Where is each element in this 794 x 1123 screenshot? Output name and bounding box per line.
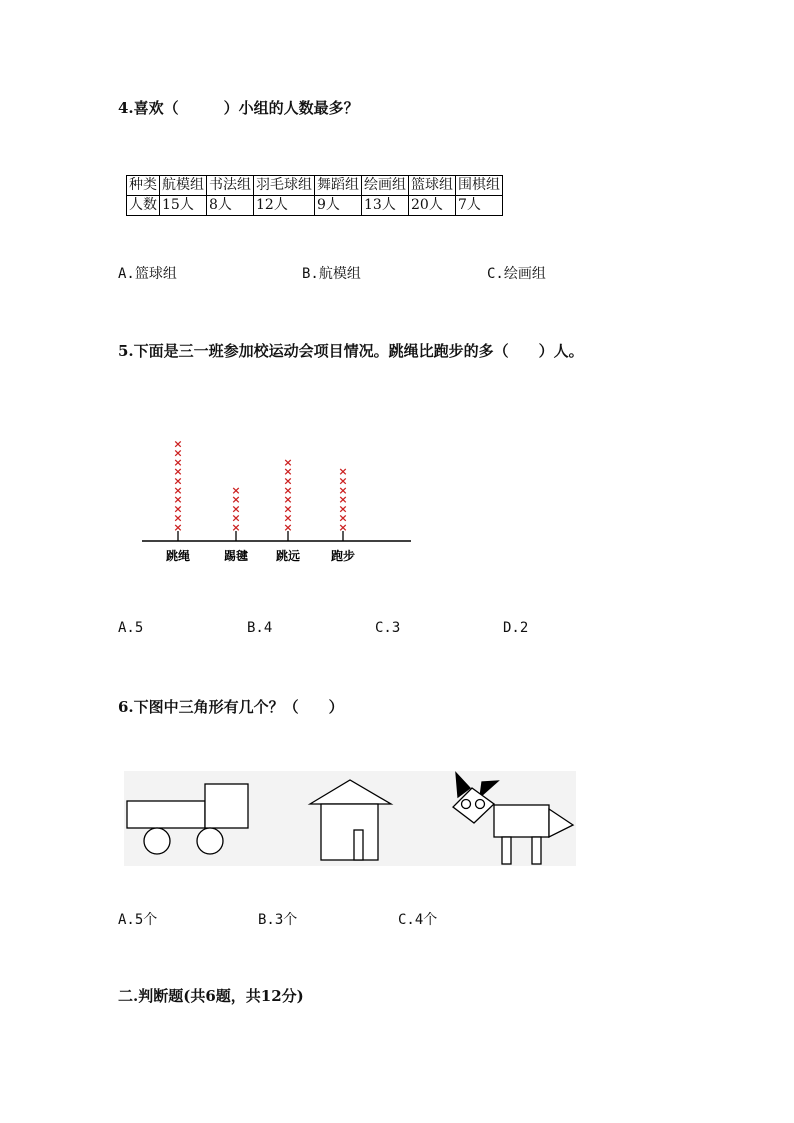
tally-mark: × [173, 493, 183, 507]
animal-eye [476, 800, 485, 809]
interest-group-table [126, 175, 503, 216]
option-c[interactable]: C.4个 [398, 912, 438, 928]
option-b[interactable]: B.航模组 [302, 266, 361, 282]
tally-mark: × [231, 521, 241, 534]
table-cell: 书法组 [207, 176, 254, 196]
tally-mark: × [338, 474, 348, 488]
tally-mark: × [231, 493, 241, 507]
table-cell: 15人 [160, 196, 207, 216]
table-header-row [127, 176, 503, 196]
option-c[interactable]: C.绘画组 [487, 266, 546, 282]
tally-mark: × [173, 502, 183, 516]
tally-mark: × [283, 474, 293, 488]
option-b[interactable]: B.4 [247, 620, 273, 636]
table-row [127, 196, 503, 216]
table-cell: 绘画组 [362, 176, 409, 196]
tally-mark: × [338, 521, 348, 534]
category-label: 跳绳 [165, 549, 191, 563]
option-b[interactable]: B.3个 [258, 912, 298, 928]
category-label: 跑步 [330, 549, 356, 563]
truck-cab [205, 784, 248, 828]
tally-mark: × [283, 511, 293, 525]
question-6-title: 6.下图中三角形有几个？（ ） [118, 698, 344, 716]
option-a[interactable]: A.5个 [118, 912, 158, 928]
truck-body [127, 801, 205, 828]
table-cell: 7人 [456, 196, 503, 216]
tally-mark: × [338, 465, 348, 479]
tally-mark: × [231, 483, 241, 497]
tally-mark: × [283, 483, 293, 497]
animal-leg [502, 837, 511, 864]
table-cell: 13人 [362, 196, 409, 216]
tally-mark: × [173, 437, 183, 451]
tally-mark: × [283, 455, 293, 469]
tally-mark: × [173, 455, 183, 469]
tally-mark: × [338, 511, 348, 525]
tally-mark: × [173, 521, 183, 534]
tally-mark: × [283, 493, 293, 507]
section-2-title: 二.判断题(共6题，共12分) [118, 987, 304, 1005]
table-cell: 舞蹈组 [315, 176, 362, 196]
animal-body [494, 805, 549, 837]
table-cell: 羽毛球组 [254, 176, 315, 196]
question-5-title: 5.下面是三一班参加校运动会项目情况。跳绳比跑步的多（ ）人。 [118, 342, 584, 360]
table-cell: 人数 [127, 196, 160, 216]
animal-leg [532, 837, 541, 864]
tally-mark: × [338, 493, 348, 507]
table-cell: 9人 [315, 196, 362, 216]
tally-mark: × [173, 511, 183, 525]
option-a[interactable]: A.5 [118, 620, 144, 636]
animal-eye [462, 800, 471, 809]
table-cell: 20人 [409, 196, 456, 216]
option-c[interactable]: C.3 [375, 620, 401, 636]
option-d[interactable]: D.2 [503, 620, 529, 636]
table-cell: 8人 [207, 196, 254, 216]
tally-mark: × [231, 511, 241, 525]
tally-mark: × [283, 521, 293, 534]
table-cell: 12人 [254, 196, 315, 216]
tally-mark: × [173, 465, 183, 479]
table-cell: 围棋组 [456, 176, 503, 196]
tally-mark: × [338, 502, 348, 516]
category-label: 跳远 [275, 549, 301, 563]
tally-mark: × [231, 502, 241, 516]
tally-mark: × [173, 474, 183, 488]
question-4-title: 4.喜欢（ ）小组的人数最多？ [118, 99, 359, 117]
table-cell: 篮球组 [409, 176, 456, 196]
house-door [354, 830, 363, 860]
truck-wheel [197, 828, 223, 854]
truck-wheel [144, 828, 170, 854]
tally-mark: × [173, 446, 183, 460]
table-cell: 航模组 [160, 176, 207, 196]
tally-mark: × [283, 502, 293, 516]
tally-chart [130, 410, 420, 575]
tally-mark: × [173, 483, 183, 497]
option-a[interactable]: A.篮球组 [118, 266, 177, 282]
shapes-figure [124, 771, 576, 866]
house-wall [321, 804, 378, 860]
table-cell: 种类 [127, 176, 160, 196]
tally-mark: × [338, 483, 348, 497]
category-label: 踢毽 [223, 549, 249, 563]
tally-mark: × [283, 465, 293, 479]
